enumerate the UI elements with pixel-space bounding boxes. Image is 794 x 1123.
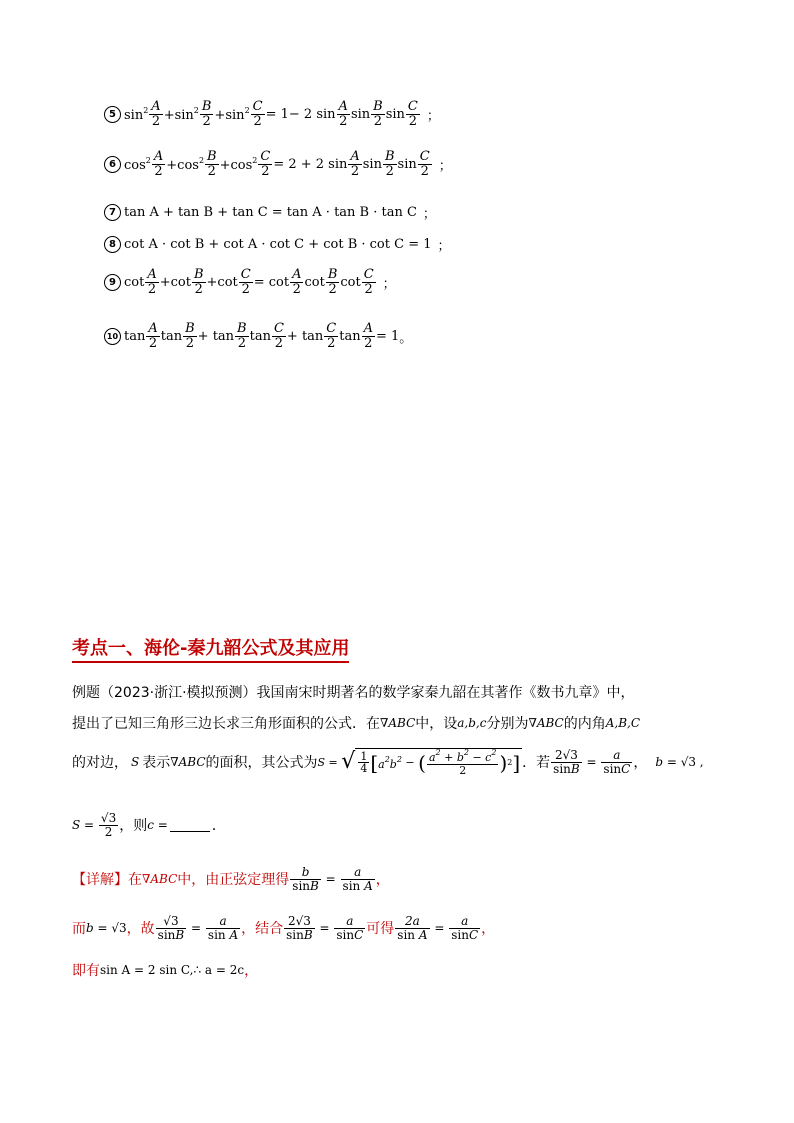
example-line-3: 的对边， S 表示 ∇ABC 的面积，其公式为 S = √ 1 4 [ $a^2b^2$ − ( $a^2 + b^2 - c^2$ 2 ) 2 ] ．若 2√3 sinB = a sinC ， b = √3 , bbox=[72, 747, 704, 777]
solution-line-2: 而 b = √3 ，故 √3 sinB = a sin A ，结合 2√3 sinB = a sinC 可得 2a sin A = a sinC ， bbox=[72, 914, 496, 942]
formula-5: 5 $\sin^2$ A 2 $+\sin^2$ B 2 $+\sin^2$ $\frac{C}{2}$ = 1− 2 sin A 2 sin B 2 sin C 2 ； bbox=[104, 100, 440, 128]
circled-number-6: 6 bbox=[104, 156, 121, 173]
circled-number-10: 10 bbox=[104, 328, 121, 345]
solution-line-3: 即有 sin A = 2 sin C,∴ a = 2c ， bbox=[72, 963, 259, 979]
formula-7: 7 tan A + tan B + tan C = tan A · tan B · tan C ； bbox=[104, 203, 436, 222]
answer-blank[interactable] bbox=[170, 819, 210, 832]
formula-9: 9 cot A 2 +cot B 2 +cot $\frac{C}{2}$ = cot A 2 cot B 2 cot C 2 ； bbox=[104, 268, 396, 296]
example-line-2: 提出了已知三角形三边长求三角形面积的公式．在 ∇ABC 中，设 a,b,c 分别为 ∇ABC 的内角 A,B,C bbox=[72, 716, 641, 732]
example-line-1: 例题（2023·浙江·模拟预测）我国南宋时期著名的数学家秦九韶在其著作《数书九章》中， bbox=[72, 685, 635, 701]
heron-formula: S = √ 1 4 [ $a^2b^2$ − ( $a^2 + b^2 - c^2$ 2 ) 2 ] bbox=[317, 748, 521, 777]
solution-line-1: 【详解】 在 ∇ABC 中，由正弦定理得 b sinB = a sin A ， bbox=[72, 865, 390, 893]
circled-number-8: 8 bbox=[104, 236, 121, 253]
circled-number-9: 9 bbox=[104, 274, 121, 291]
formula-6: 6 $\cos^2$ A 2 $+\cos^2$ B 2 $+\cos^2$ $\frac{C}{2}$ = 2 + 2 sin A 2 sin B 2 sin C 2 ； bbox=[104, 150, 452, 178]
formula-10: 10 tan A 2 tan B 2 + tan B 2 tan C 2 + tan C 2 tan $\frac{A}{2}$ = 1 。 bbox=[104, 322, 412, 350]
circled-number-5: 5 bbox=[104, 106, 121, 123]
circled-number-7: 7 bbox=[104, 204, 121, 221]
example-line-4: S = √3 2 ，则 c = ． bbox=[72, 811, 226, 839]
section-heading: 考点一、海伦-秦九韶公式及其应用 bbox=[72, 634, 349, 663]
formula-8: 8 cot A · cot B + cot A · cot C + cot B · cot C = 1 ； bbox=[104, 235, 451, 254]
